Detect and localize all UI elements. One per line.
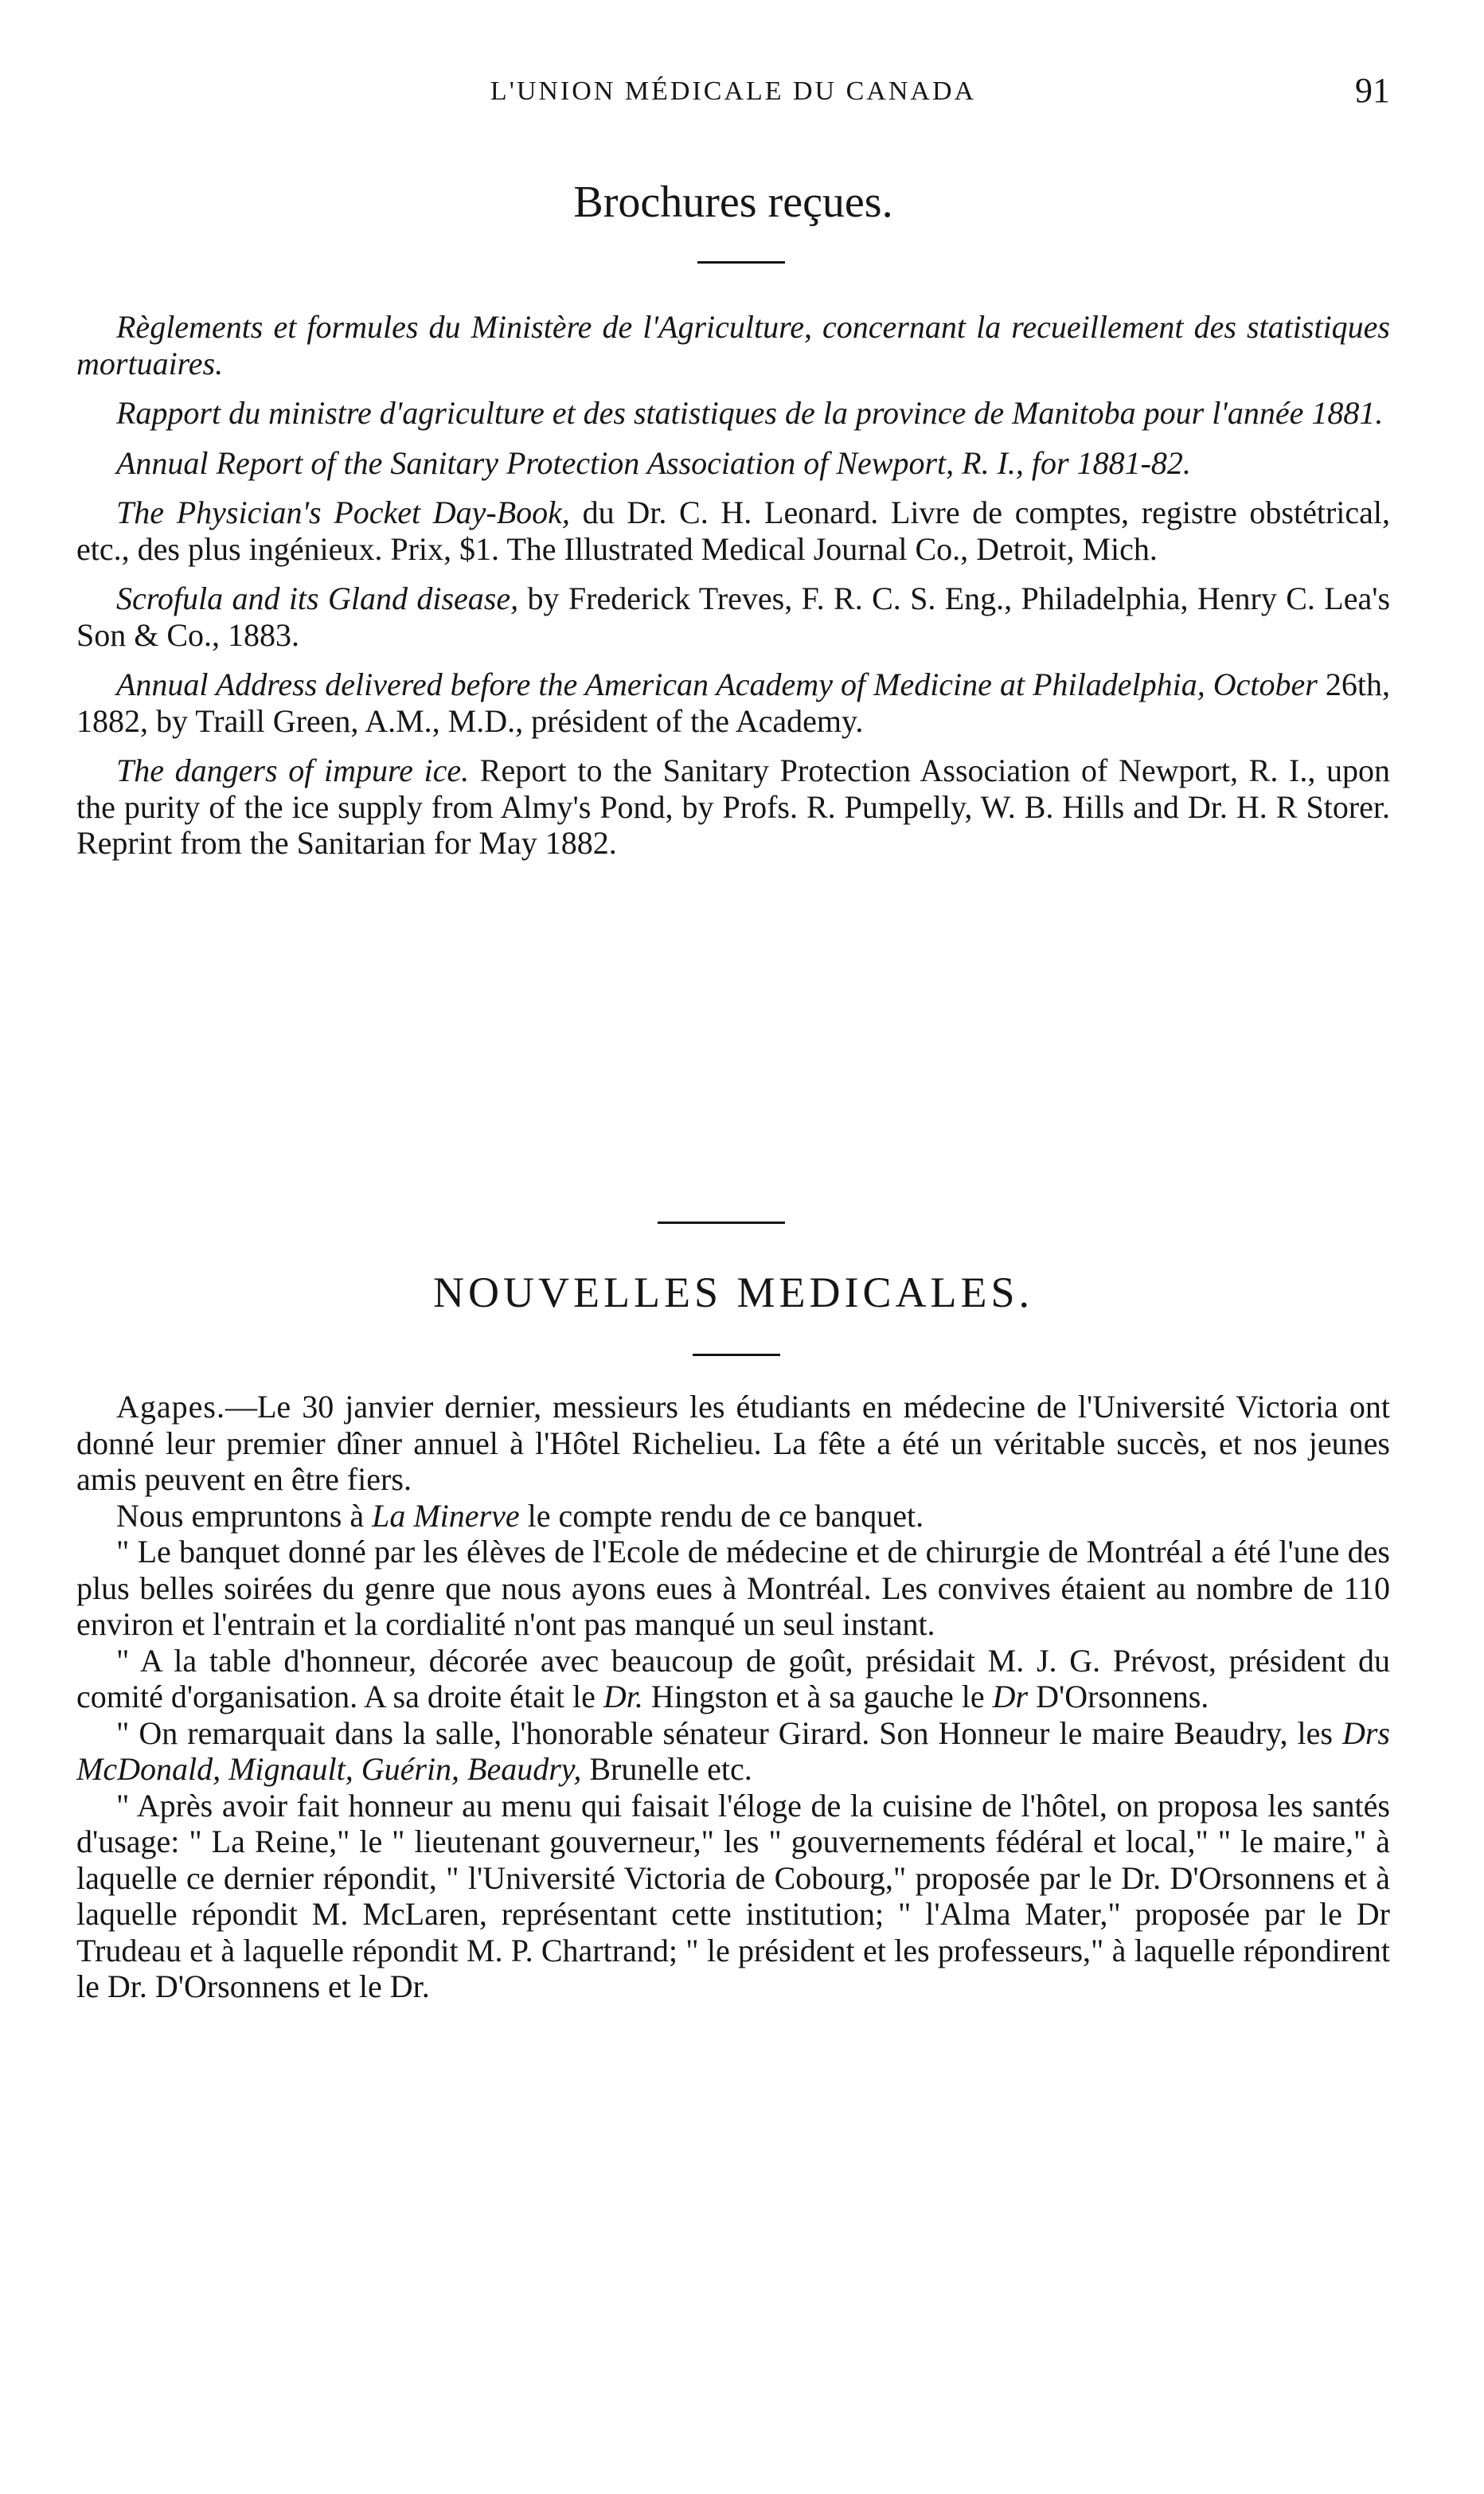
page-number: 91 <box>1355 71 1390 110</box>
brochure-title: The dangers of impure ice. <box>116 752 470 788</box>
brochure-entry <box>76 666 1390 739</box>
brochure-title: Rapport du ministre d'agriculture et des statistiques de la province de Manitoba pour l'année 1881. <box>116 395 1384 431</box>
paragraph-text: Hingston et à sa gauche le <box>642 1679 993 1714</box>
newspaper-name: La Minerve <box>372 1497 520 1534</box>
brochure-details: by Frederick Treves, F. R. C. S. Eng., Philadelphia, Henry C. Lea's Son & Co., 1883. <box>76 580 1391 653</box>
brochures-title: Brochures reçues. <box>573 178 893 227</box>
nouvelles-title: NOUVELLES MEDICALES. <box>433 1268 1033 1316</box>
brochure-title: The Physician's Pocket Day-Book, <box>116 494 570 530</box>
paragraph <box>76 1498 1390 1534</box>
paragraph-text: le compte rendu de ce banquet. <box>519 1497 924 1534</box>
paragraph <box>76 1715 1390 1788</box>
brochure-title: Annual Address delivered before the American Academy of Medicine at Philadelphia, October <box>116 666 1318 702</box>
divider-rule <box>697 261 785 264</box>
divider-rule <box>693 1354 780 1356</box>
brochure-details: du Dr. C. H. Leonard. Livre de comptes, registre obstétrical, etc., des plus ingénieux. Prix, $1. The Illustrated Medical Journal Co., Detroit, Mich. <box>76 494 1390 567</box>
brochures-list <box>76 309 1390 875</box>
brochure-details: 26th, 1882, by Traill Green, A.M., M.D., président of the Academy. <box>76 666 1391 739</box>
paragraph: " Le banquet donné par les élèves de l'Ecole de médecine et de chirurgie de Montréal a été l'une des plus belles soirées du genre que nous ayons eues à Montréal. Les convives étaient au nombre de 110 environ et l'entrain et la cordialité n'ont pas manqué un seul instant. <box>76 1534 1390 1642</box>
article-lead: Agapes. <box>116 1389 225 1425</box>
brochure-title: Annual Report of the Sanitary Protection Association of Newport, R. I., for 1881-82. <box>116 444 1191 481</box>
brochure-entry <box>76 580 1390 653</box>
brochure-entry <box>76 309 1390 381</box>
paragraph <box>76 1643 1390 1715</box>
doctor-names: Drs McDonald, Mignault, Guérin, Beaudry, <box>76 1714 1390 1787</box>
paragraph-text: —Le 30 janvier dernier, messieurs les étudiants en médecine de l'Université Victoria ont donné leur premier dîner annuel à l'Hôtel Richelieu. La fête a été un véritable succès, et nos jeunes amis peuvent en être fiers. <box>76 1389 1390 1497</box>
brochure-entry <box>76 445 1390 482</box>
paragraph-text: " On remarquait dans la salle, l'honorable sénateur Girard. Son Honneur le maire Beaudry, les <box>116 1714 1342 1751</box>
paragraph-text: D'Orsonnens. <box>1028 1679 1209 1714</box>
brochure-entry <box>76 752 1390 862</box>
brochure-title: Scrofula and its Gland disease, <box>116 580 519 616</box>
brochure-entry <box>76 395 1390 432</box>
brochure-title: Règlements et formules du Ministère de l'Agriculture, concernant la recueillement des statistiques mortuaires. <box>76 309 1390 381</box>
title-abbrev: Dr <box>992 1679 1029 1714</box>
section-rule <box>658 1222 785 1224</box>
paragraph-text: Brunelle etc. <box>581 1751 752 1787</box>
paragraph-text: " A la table d'honneur, décorée avec beaucoup de goût, présidait M. J. G. Prévost, président du comité d'organisation. A sa droite était le <box>76 1642 1390 1714</box>
running-title: L'UNION MÉDICALE DU CANADA <box>490 76 977 106</box>
running-head <box>76 68 1390 116</box>
paragraph: " Après avoir fait honneur au menu qui faisait l'éloge de la cuisine de l'hôtel, on proposa les santés d'usage: " La Reine," le " lieutenant gouverneur," les " gouvernements fédéral et local," " le maire," à laquelle ce dernier répondit, " l'Université Victoria de Cobourg," proposée par le Dr. D'Orsonnens et à laquelle répondit M. McLaren, représentant cette institution; " l'Alma Mater," proposée par le Dr Trudeau et à laquelle répondit M. P. Chartrand; " le président et les professeurs," à laquelle répondirent le Dr. D'Orsonnens et le Dr. <box>76 1787 1390 2004</box>
title-abbrev: Dr. <box>603 1679 643 1714</box>
paragraph-text: Nous empruntons à <box>116 1497 373 1534</box>
brochure-details: Report to the Sanitary Protection Association of Newport, R. I., upon the purity of the ice supply from Almy's Pond, by Profs. R. Pumpelly, W. B. Hills and Dr. H. R Storer. Reprint from the Sanitarian for May 1882. <box>76 752 1390 861</box>
nouvelles-body <box>76 1389 1390 2005</box>
paragraph <box>76 1389 1390 1498</box>
brochure-entry <box>76 494 1390 567</box>
